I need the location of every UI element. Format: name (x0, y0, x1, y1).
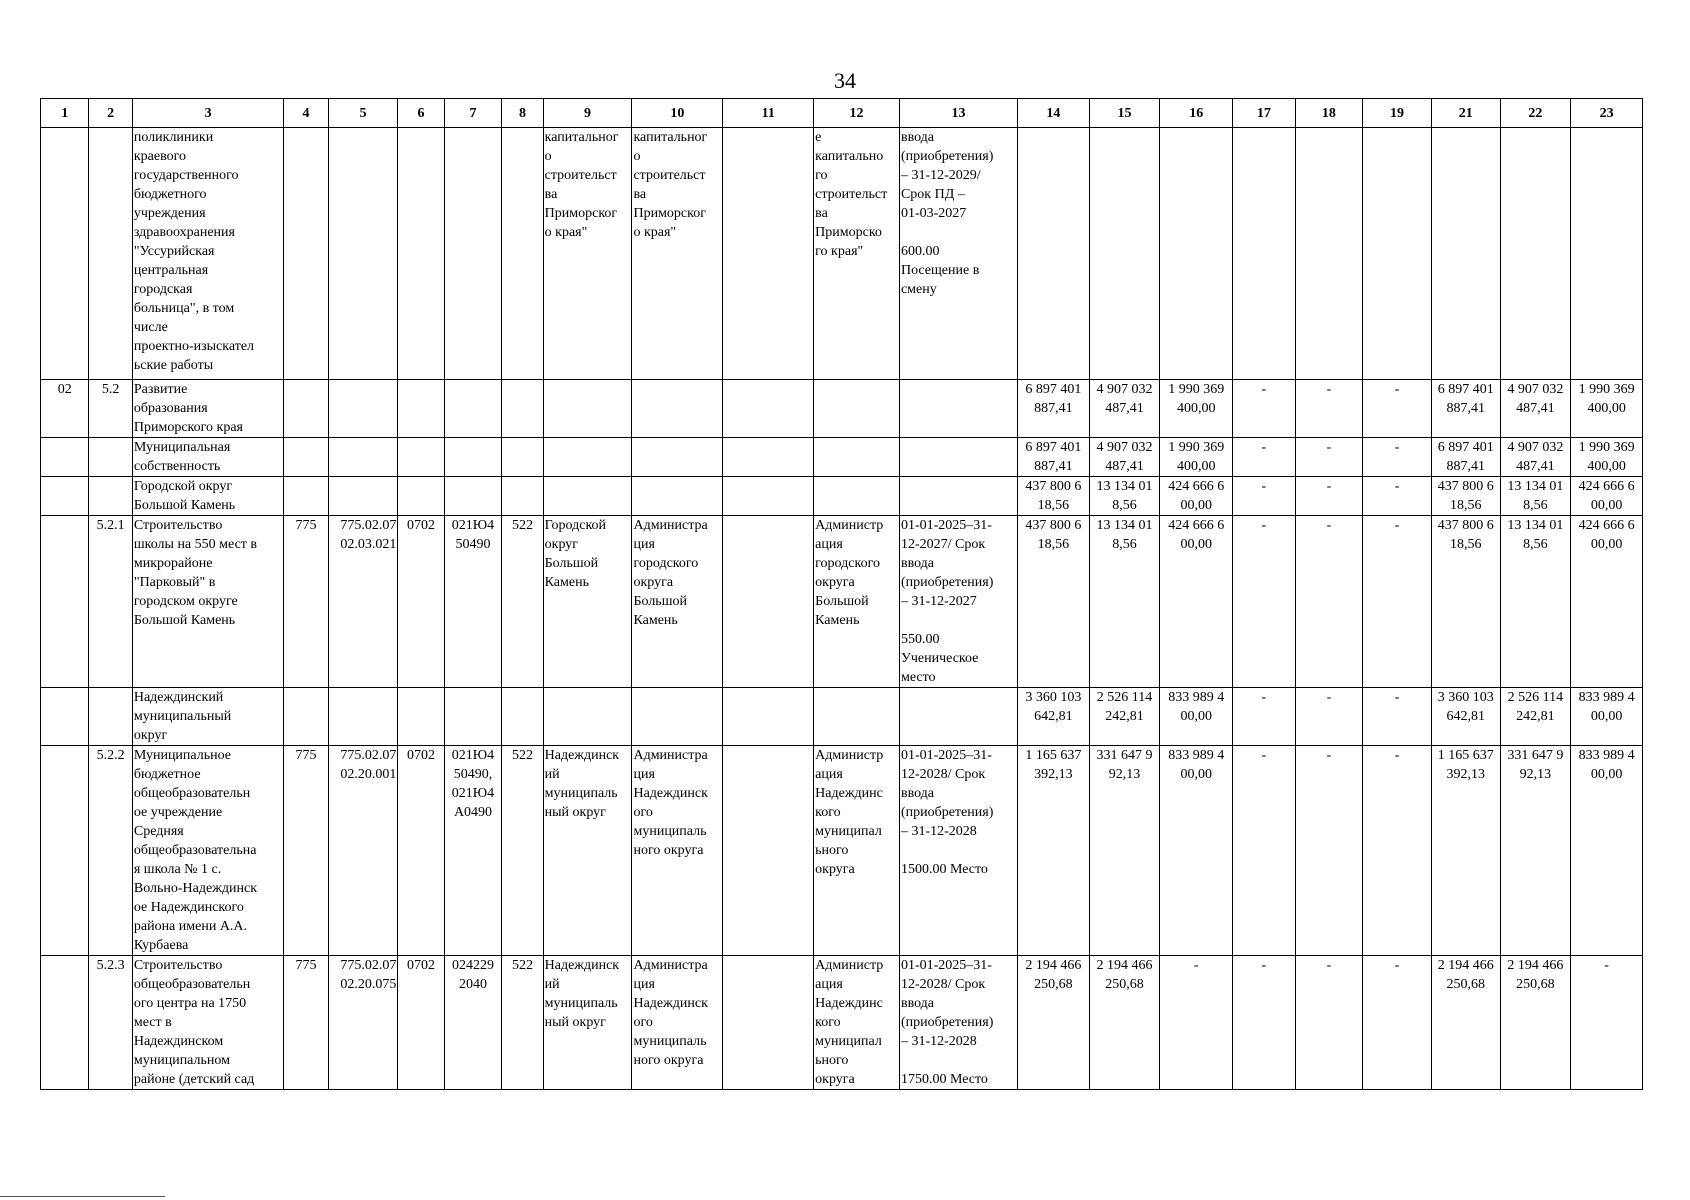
table-cell: 424 666 6 00,00 (1571, 477, 1643, 516)
table-cell (1018, 128, 1090, 380)
table-cell: 4 907 032 487,41 (1500, 438, 1571, 477)
table-cell (328, 438, 398, 477)
table-cell: е капитально го строительст ва Приморско го края" (814, 128, 900, 380)
table-cell: 775 (284, 956, 328, 1090)
table-cell: 437 800 6 18,56 (1431, 477, 1500, 516)
table-cell (398, 438, 444, 477)
table-cell: 775.02.07 02.20.075 (328, 956, 398, 1090)
table-row (41, 380, 1643, 438)
table-row (41, 516, 1643, 688)
table-cell: - (1233, 380, 1296, 438)
column-header: 7 (444, 99, 502, 128)
table-cell: - (1295, 516, 1363, 688)
table-cell: 2 526 114 242,81 (1500, 688, 1571, 746)
table-cell (41, 477, 89, 516)
column-header: 16 (1160, 99, 1233, 128)
column-header: 12 (814, 99, 900, 128)
table-cell (41, 746, 89, 956)
table-cell (632, 380, 723, 438)
table-cell: поликлиники краевого государственного бюджетного учреждения здравоохранения "Уссурийская центральная городская больница", в том числе проектно-изыскател ьские работы (132, 128, 283, 380)
table-cell: 833 989 4 00,00 (1160, 746, 1233, 956)
table-row (41, 956, 1643, 1090)
table-cell (444, 438, 502, 477)
table-cell (41, 516, 89, 688)
table-cell (814, 477, 900, 516)
column-header: 3 (132, 99, 283, 128)
table-cell (814, 438, 900, 477)
table-cell (723, 688, 814, 746)
table-cell (502, 128, 543, 380)
table-cell (89, 688, 132, 746)
table-cell (328, 128, 398, 380)
table-cell: 1 165 637 392,13 (1018, 746, 1090, 956)
table-cell (814, 380, 900, 438)
table-cell (444, 477, 502, 516)
table-cell: Надеждинск ий муниципаль ный округ (543, 746, 632, 956)
table-row (41, 438, 1643, 477)
table-cell (328, 477, 398, 516)
column-header: 10 (632, 99, 723, 128)
table-cell (814, 688, 900, 746)
table-cell: 2 526 114 242,81 (1089, 688, 1160, 746)
table-cell: 3 360 103 642,81 (1018, 688, 1090, 746)
table-cell: - (1295, 746, 1363, 956)
table-cell: 0702 (398, 746, 444, 956)
table-cell: 424 666 6 00,00 (1160, 516, 1233, 688)
table-cell (41, 128, 89, 380)
table-row (41, 688, 1643, 746)
table-cell (41, 688, 89, 746)
table-cell (284, 477, 328, 516)
table-cell: Администра ция городского округа Большой Камень (632, 516, 723, 688)
table-cell (444, 380, 502, 438)
table-cell: - (1233, 956, 1296, 1090)
column-header: 21 (1431, 99, 1500, 128)
table-cell (723, 438, 814, 477)
table-cell (1500, 128, 1571, 380)
table-cell (444, 688, 502, 746)
table-cell: - (1295, 956, 1363, 1090)
table-cell: - (1295, 380, 1363, 438)
investment-table (40, 98, 1643, 1090)
table-cell (89, 128, 132, 380)
table-cell (543, 438, 632, 477)
table-cell (723, 516, 814, 688)
column-header: 6 (398, 99, 444, 128)
table-cell: 01-01-2025–31- 12-2028/ Срок ввода (приобретения) – 31-12-2028 1750.00 Место (899, 956, 1017, 1090)
table-cell (543, 380, 632, 438)
table-cell: - (1160, 956, 1233, 1090)
table-cell: 2 194 466 250,68 (1500, 956, 1571, 1090)
column-header: 19 (1363, 99, 1432, 128)
table-cell (398, 128, 444, 380)
table-cell: 13 134 01 8,56 (1089, 477, 1160, 516)
table-cell (899, 477, 1017, 516)
table-cell: - (1363, 956, 1432, 1090)
table-cell: 6 897 401 887,41 (1431, 438, 1500, 477)
table-cell: 5.2.1 (89, 516, 132, 688)
table-row (41, 477, 1643, 516)
table-cell: 1 990 369 400,00 (1571, 380, 1643, 438)
table-cell: Надеждинск ий муниципаль ный округ (543, 956, 632, 1090)
table-cell: - (1363, 477, 1432, 516)
table-cell: - (1233, 746, 1296, 956)
table-cell: 4 907 032 487,41 (1089, 380, 1160, 438)
table-cell: Строительство общеобразовательн ого центра на 1750 мест в Надеждинском муниципальном районе (детский сад (132, 956, 283, 1090)
table-cell: 437 800 6 18,56 (1018, 477, 1090, 516)
table-cell: 13 134 01 8,56 (1089, 516, 1160, 688)
table-cell: - (1233, 438, 1296, 477)
table-cell: 424 666 6 00,00 (1571, 516, 1643, 688)
table-cell: - (1295, 477, 1363, 516)
table-cell (41, 956, 89, 1090)
column-header: 4 (284, 99, 328, 128)
table-cell (899, 380, 1017, 438)
table-cell: 833 989 4 00,00 (1571, 746, 1643, 956)
table-cell (1363, 128, 1432, 380)
table-cell: 5.2.3 (89, 956, 132, 1090)
table-cell: 3 360 103 642,81 (1431, 688, 1500, 746)
table-cell: 2 194 466 250,68 (1018, 956, 1090, 1090)
table-cell: 775 (284, 746, 328, 956)
table-cell: Городской округ Большой Камень (132, 477, 283, 516)
table-cell: Развитие образования Приморского края (132, 380, 283, 438)
table-cell (723, 128, 814, 380)
table-cell (284, 380, 328, 438)
table-cell: Администр ация городского округа Большой Камень (814, 516, 900, 688)
column-header: 17 (1233, 99, 1296, 128)
table-cell (543, 477, 632, 516)
table-cell (89, 438, 132, 477)
column-header: 2 (89, 99, 132, 128)
table-cell (1431, 128, 1500, 380)
footer-rule (0, 1196, 165, 1197)
table-cell (1295, 128, 1363, 380)
table-cell: 0702 (398, 956, 444, 1090)
table-cell: Надеждинский муниципальный округ (132, 688, 283, 746)
table-cell: - (1363, 438, 1432, 477)
table-cell (502, 380, 543, 438)
table-cell: 522 (502, 746, 543, 956)
table-cell: Городской округ Большой Камень (543, 516, 632, 688)
table-cell (632, 477, 723, 516)
column-header: 15 (1089, 99, 1160, 128)
table-cell (723, 477, 814, 516)
table-cell: - (1363, 516, 1432, 688)
table-body (41, 128, 1643, 1090)
table-cell (284, 128, 328, 380)
table-cell (502, 477, 543, 516)
table-cell (502, 438, 543, 477)
table-cell (444, 128, 502, 380)
table-cell: Муниципальная собственность (132, 438, 283, 477)
table-cell (1571, 128, 1643, 380)
table-cell: 1 990 369 400,00 (1160, 380, 1233, 438)
table-cell (723, 956, 814, 1090)
table-cell (632, 688, 723, 746)
table-cell: 424 666 6 00,00 (1160, 477, 1233, 516)
table-cell: 331 647 9 92,13 (1500, 746, 1571, 956)
table-cell: 13 134 01 8,56 (1500, 516, 1571, 688)
table-cell: 1 990 369 400,00 (1571, 438, 1643, 477)
table-cell (398, 688, 444, 746)
table-cell: 5.2.2 (89, 746, 132, 956)
column-header: 1 (41, 99, 89, 128)
table-cell: капитальног о строительст ва Приморског о края" (632, 128, 723, 380)
table-cell: 2 194 466 250,68 (1431, 956, 1500, 1090)
table-cell: 024229 2040 (444, 956, 502, 1090)
table-cell: - (1233, 516, 1296, 688)
table-row (41, 128, 1643, 380)
table-cell: Администра ция Надеждинск ого муниципаль ного округа (632, 746, 723, 956)
table-cell: 331 647 9 92,13 (1089, 746, 1160, 956)
table-cell: 02 (41, 380, 89, 438)
table-cell: - (1571, 956, 1643, 1090)
table-cell (632, 438, 723, 477)
table-cell: 021Ю4 50490 (444, 516, 502, 688)
table-cell: 775.02.07 02.20.001 (328, 746, 398, 956)
table-cell: 5.2 (89, 380, 132, 438)
table-cell: 4 907 032 487,41 (1089, 438, 1160, 477)
table-cell: 437 800 6 18,56 (1431, 516, 1500, 688)
table-cell: 01-01-2025–31- 12-2027/ Срок ввода (приобретения) – 31-12-2027 550.00 Ученическое место (899, 516, 1017, 688)
table-cell (1233, 128, 1296, 380)
table-cell: 6 897 401 887,41 (1018, 438, 1090, 477)
table-cell: 437 800 6 18,56 (1018, 516, 1090, 688)
table-cell: - (1363, 746, 1432, 956)
table-cell: 021Ю4 50490, 021Ю4 А0490 (444, 746, 502, 956)
table-cell: Администр ация Надеждинс кого муниципал ьного округа (814, 956, 900, 1090)
table-cell: - (1363, 380, 1432, 438)
table-cell: Администр ация Надеждинс кого муниципал ьного округа (814, 746, 900, 956)
table-cell: Администра ция Надеждинск ого муниципаль ного округа (632, 956, 723, 1090)
table-cell: 833 989 4 00,00 (1571, 688, 1643, 746)
table-cell: 775 (284, 516, 328, 688)
table-cell: 13 134 01 8,56 (1500, 477, 1571, 516)
table-cell (398, 380, 444, 438)
table-cell (398, 477, 444, 516)
column-header: 9 (543, 99, 632, 128)
column-header: 11 (723, 99, 814, 128)
table-cell: 1 165 637 392,13 (1431, 746, 1500, 956)
table-cell: 4 907 032 487,41 (1500, 380, 1571, 438)
table-cell (899, 688, 1017, 746)
table-cell: Муниципальное бюджетное общеобразовательн ое учреждение Средняя общеобразовательна я школа № 1 с. Вольно-Надеждинск ое Надеждинского района имени А.А. Курбаева (132, 746, 283, 956)
table-cell: капитальног о строительст ва Приморског о края" (543, 128, 632, 380)
column-header: 13 (899, 99, 1017, 128)
table-cell: 0702 (398, 516, 444, 688)
table-cell (328, 380, 398, 438)
table-cell (328, 688, 398, 746)
column-header: 22 (1500, 99, 1571, 128)
table-cell (899, 438, 1017, 477)
table-cell: - (1233, 477, 1296, 516)
table-cell (284, 688, 328, 746)
table-cell: 522 (502, 956, 543, 1090)
table-cell: 775.02.07 02.03.021 (328, 516, 398, 688)
table-cell: 833 989 4 00,00 (1160, 688, 1233, 746)
table-cell (723, 746, 814, 956)
table-cell: - (1295, 688, 1363, 746)
column-header: 23 (1571, 99, 1643, 128)
table-cell (723, 380, 814, 438)
column-header: 5 (328, 99, 398, 128)
table-cell: - (1295, 438, 1363, 477)
table-cell (1089, 128, 1160, 380)
table-cell: 6 897 401 887,41 (1431, 380, 1500, 438)
table-cell (1160, 128, 1233, 380)
table-cell (41, 438, 89, 477)
table-cell (89, 477, 132, 516)
table-cell (502, 688, 543, 746)
header-row (41, 99, 1643, 128)
table-cell: 6 897 401 887,41 (1018, 380, 1090, 438)
table-row (41, 746, 1643, 956)
column-header: 14 (1018, 99, 1090, 128)
table-cell (284, 438, 328, 477)
table-cell: - (1233, 688, 1296, 746)
table-cell: - (1363, 688, 1432, 746)
table-cell: Строительство школы на 550 мест в микрорайоне "Парковый" в городском округе Большой Камень (132, 516, 283, 688)
column-header: 18 (1295, 99, 1363, 128)
table-cell: 01-01-2025–31- 12-2028/ Срок ввода (приобретения) – 31-12-2028 1500.00 Место (899, 746, 1017, 956)
table-cell (543, 688, 632, 746)
table-cell: 2 194 466 250,68 (1089, 956, 1160, 1090)
column-header: 8 (502, 99, 543, 128)
table-cell: 1 990 369 400,00 (1160, 438, 1233, 477)
table-cell: 522 (502, 516, 543, 688)
page-number: 34 (834, 68, 856, 93)
table-cell: ввода (приобретения) – 31-12-2029/ Срок ПД – 01-03-2027 600.00 Посещение в смену (899, 128, 1017, 380)
